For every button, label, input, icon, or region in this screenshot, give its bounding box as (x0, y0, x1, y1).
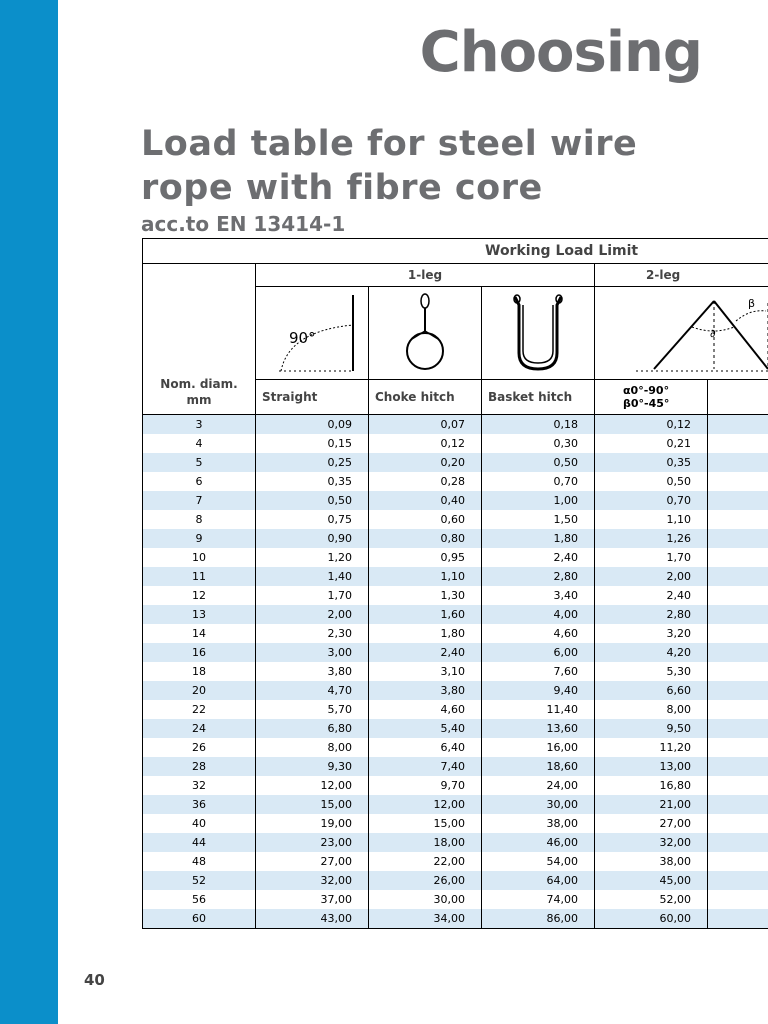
basket-icon-cell (482, 287, 595, 380)
col-2leg-extra-header (708, 380, 768, 415)
diameter-cell: 16 (143, 643, 256, 662)
two-leg-extra-cell (708, 909, 768, 929)
straight-cell: 0,15 (256, 434, 369, 453)
diameter-cell: 9 (143, 529, 256, 548)
choke-hitch-cell: 0,20 (369, 453, 482, 472)
straight-icon-cell (256, 287, 369, 380)
choke-hitch-cell: 0,12 (369, 434, 482, 453)
straight-cell: 23,00 (256, 833, 369, 852)
table-row (143, 738, 768, 757)
two-leg-extra-cell (708, 719, 768, 738)
two-leg-extra-cell (708, 567, 768, 586)
basket-hitch-cell: 18,60 (482, 757, 595, 776)
table-row (143, 586, 768, 605)
choke-hitch-cell: 15,00 (369, 814, 482, 833)
basket-hitch-icon (485, 291, 591, 375)
two-leg-cell: 2,80 (595, 605, 708, 624)
basket-hitch-cell: 30,00 (482, 795, 595, 814)
two-leg-cell: 0,21 (595, 434, 708, 453)
basket-hitch-cell: 13,60 (482, 719, 595, 738)
basket-hitch-cell: 0,30 (482, 434, 595, 453)
two-leg-cell: 11,20 (595, 738, 708, 757)
straight-cell: 4,70 (256, 681, 369, 700)
diameter-cell: 40 (143, 814, 256, 833)
two-leg-sling-icon (636, 291, 768, 375)
basket-hitch-cell: 11,40 (482, 700, 595, 719)
straight-cell: 0,09 (256, 415, 369, 435)
table-row (143, 814, 768, 833)
two-leg-cell: 1,26 (595, 529, 708, 548)
col-choke-hitch-header: Choke hitch (369, 380, 482, 415)
choke-hitch-cell: 30,00 (369, 890, 482, 909)
nominal-diameter-unit: mm (186, 393, 212, 407)
two-leg-alpha-label: ∂ (709, 327, 716, 340)
basket-hitch-cell: 6,00 (482, 643, 595, 662)
basket-hitch-cell: 3,40 (482, 586, 595, 605)
diameter-cell: 5 (143, 453, 256, 472)
straight-cell: 9,30 (256, 757, 369, 776)
diameter-cell: 6 (143, 472, 256, 491)
diameter-cell: 14 (143, 624, 256, 643)
basket-hitch-cell: 38,00 (482, 814, 595, 833)
two-leg-cell: 38,00 (595, 852, 708, 871)
straight-cell: 27,00 (256, 852, 369, 871)
choke-icon-cell (369, 287, 482, 380)
choke-hitch-cell: 0,07 (369, 415, 482, 435)
table-row (143, 776, 768, 795)
one-leg-header: 1-leg (256, 264, 595, 287)
two-leg-extra-cell (708, 700, 768, 719)
basket-hitch-cell: 0,50 (482, 453, 595, 472)
basket-hitch-cell: 2,40 (482, 548, 595, 567)
two-leg-extra-cell (708, 852, 768, 871)
table-row (143, 548, 768, 567)
table-row (143, 700, 768, 719)
straight-cell: 0,35 (256, 472, 369, 491)
working-load-limit-header: Working Load Limit (143, 239, 768, 264)
diameter-cell: 11 (143, 567, 256, 586)
title-line-2: rope with fibre core (141, 168, 543, 208)
two-leg-cell: 8,00 (595, 700, 708, 719)
two-leg-cell: 60,00 (595, 909, 708, 929)
choke-hitch-cell: 0,28 (369, 472, 482, 491)
choke-hitch-cell: 0,80 (369, 529, 482, 548)
choke-hitch-cell: 1,30 (369, 586, 482, 605)
choke-hitch-cell: 1,60 (369, 605, 482, 624)
table-row (143, 415, 768, 435)
basket-hitch-cell: 64,00 (482, 871, 595, 890)
straight-cell: 0,75 (256, 510, 369, 529)
basket-hitch-cell: 1,50 (482, 510, 595, 529)
straight-cell: 19,00 (256, 814, 369, 833)
basket-hitch-cell: 0,70 (482, 472, 595, 491)
page-title (141, 122, 761, 210)
straight-cell: 0,25 (256, 453, 369, 472)
two-leg-cell: 2,00 (595, 567, 708, 586)
two-leg-extra-cell (708, 624, 768, 643)
diameter-cell: 20 (143, 681, 256, 700)
basket-hitch-cell: 7,60 (482, 662, 595, 681)
choke-hitch-cell: 0,60 (369, 510, 482, 529)
two-leg-cell: 2,40 (595, 586, 708, 605)
basket-hitch-cell: 1,80 (482, 529, 595, 548)
diameter-cell: 60 (143, 909, 256, 929)
choke-hitch-cell: 26,00 (369, 871, 482, 890)
choke-hitch-cell: 9,70 (369, 776, 482, 795)
straight-cell: 1,20 (256, 548, 369, 567)
choke-hitch-icon (372, 291, 478, 375)
choke-hitch-cell: 1,80 (369, 624, 482, 643)
straight-cell: 32,00 (256, 871, 369, 890)
basket-hitch-cell: 4,00 (482, 605, 595, 624)
two-leg-cell: 5,30 (595, 662, 708, 681)
angle-alpha-label: α0°-90° (623, 384, 670, 397)
col-basket-hitch-header: Basket hitch (482, 380, 595, 415)
page-number: 40 (84, 971, 105, 989)
choke-hitch-cell: 22,00 (369, 852, 482, 871)
choke-hitch-cell: 12,00 (369, 795, 482, 814)
two-leg-header: 2-leg (595, 264, 768, 287)
load-table-container (142, 238, 768, 954)
col-2leg-angle-header (595, 380, 708, 415)
nominal-diameter-header (143, 264, 256, 415)
two-leg-cell: 0,12 (595, 415, 708, 435)
choke-hitch-cell: 4,60 (369, 700, 482, 719)
two-leg-extra-cell (708, 757, 768, 776)
basket-hitch-cell: 24,00 (482, 776, 595, 795)
straight-cell: 3,00 (256, 643, 369, 662)
straight-cell: 37,00 (256, 890, 369, 909)
nominal-diameter-label: Nom. diam. (160, 377, 238, 391)
two-leg-extra-cell (708, 548, 768, 567)
straight-cell: 15,00 (256, 795, 369, 814)
accent-side-bar (0, 0, 58, 1024)
title-line-1: Load table for steel wire (141, 124, 638, 164)
straight-cell: 8,00 (256, 738, 369, 757)
diameter-cell: 24 (143, 719, 256, 738)
two-leg-extra-cell (708, 491, 768, 510)
table-row (143, 909, 768, 929)
standard-subtitle: acc.to EN 13414-1 (141, 212, 346, 236)
straight-cell: 1,40 (256, 567, 369, 586)
two-leg-cell: 4,20 (595, 643, 708, 662)
diameter-cell: 7 (143, 491, 256, 510)
table-row (143, 852, 768, 871)
table-row (143, 757, 768, 776)
basket-hitch-cell: 74,00 (482, 890, 595, 909)
two-leg-cell: 3,20 (595, 624, 708, 643)
two-leg-cell: 1,70 (595, 548, 708, 567)
two-leg-extra-cell (708, 795, 768, 814)
two-leg-extra-cell (708, 510, 768, 529)
two-leg-extra-cell (708, 472, 768, 491)
table-row (143, 529, 768, 548)
two-leg-cell: 9,50 (595, 719, 708, 738)
two-leg-extra-cell (708, 871, 768, 890)
diameter-cell: 22 (143, 700, 256, 719)
load-table-body (143, 415, 768, 929)
two-leg-cell: 45,00 (595, 871, 708, 890)
table-row (143, 472, 768, 491)
two-leg-cell: 6,60 (595, 681, 708, 700)
angle-beta-label: β0°-45° (623, 397, 670, 410)
table-row (143, 719, 768, 738)
section-title: Choosing (419, 20, 702, 85)
straight-cell: 1,70 (256, 586, 369, 605)
two-leg-extra-cell (708, 662, 768, 681)
two-leg-extra-cell (708, 529, 768, 548)
basket-hitch-cell: 0,18 (482, 415, 595, 435)
two-leg-extra-cell (708, 453, 768, 472)
choke-hitch-cell: 18,00 (369, 833, 482, 852)
straight-cell: 2,30 (256, 624, 369, 643)
table-row (143, 605, 768, 624)
basket-hitch-cell: 2,80 (482, 567, 595, 586)
choke-hitch-cell: 34,00 (369, 909, 482, 929)
straight-angle-label: 90° (289, 329, 316, 347)
two-leg-cell: 16,80 (595, 776, 708, 795)
table-row (143, 890, 768, 909)
table-row (143, 871, 768, 890)
two-leg-extra-cell (708, 681, 768, 700)
straight-cell: 43,00 (256, 909, 369, 929)
two-leg-cell: 52,00 (595, 890, 708, 909)
diameter-cell: 4 (143, 434, 256, 453)
straight-cell: 2,00 (256, 605, 369, 624)
diameter-cell: 32 (143, 776, 256, 795)
two-leg-extra-cell (708, 890, 768, 909)
two-leg-cell: 21,00 (595, 795, 708, 814)
two-leg-extra-cell (708, 605, 768, 624)
straight-cell: 0,50 (256, 491, 369, 510)
table-row (143, 624, 768, 643)
table-row (143, 643, 768, 662)
two-leg-extra-cell (708, 415, 768, 435)
table-row (143, 567, 768, 586)
basket-hitch-cell: 9,40 (482, 681, 595, 700)
diameter-cell: 13 (143, 605, 256, 624)
choke-hitch-cell: 3,10 (369, 662, 482, 681)
table-row (143, 795, 768, 814)
two-leg-extra-cell (708, 814, 768, 833)
two-leg-extra-cell (708, 643, 768, 662)
table-row (143, 434, 768, 453)
diameter-cell: 26 (143, 738, 256, 757)
choke-hitch-cell: 0,95 (369, 548, 482, 567)
two-leg-cell: 0,70 (595, 491, 708, 510)
diameter-cell: 12 (143, 586, 256, 605)
basket-hitch-cell: 1,00 (482, 491, 595, 510)
table-row (143, 681, 768, 700)
diameter-cell: 18 (143, 662, 256, 681)
two-leg-beta-label: β (747, 297, 755, 310)
choke-hitch-cell: 2,40 (369, 643, 482, 662)
table-row (143, 833, 768, 852)
two-leg-cell: 0,50 (595, 472, 708, 491)
table-row (143, 453, 768, 472)
two-leg-icon-cell (595, 287, 768, 380)
diameter-cell: 3 (143, 415, 256, 435)
table-row (143, 662, 768, 681)
straight-cell: 0,90 (256, 529, 369, 548)
diameter-cell: 48 (143, 852, 256, 871)
diameter-cell: 10 (143, 548, 256, 567)
two-leg-cell: 0,35 (595, 453, 708, 472)
basket-hitch-cell: 86,00 (482, 909, 595, 929)
straight-cell: 12,00 (256, 776, 369, 795)
choke-hitch-cell: 3,80 (369, 681, 482, 700)
basket-hitch-cell: 4,60 (482, 624, 595, 643)
straight-cell: 5,70 (256, 700, 369, 719)
choke-hitch-cell: 5,40 (369, 719, 482, 738)
two-leg-extra-cell (708, 776, 768, 795)
basket-hitch-cell: 54,00 (482, 852, 595, 871)
two-leg-cell: 32,00 (595, 833, 708, 852)
diameter-cell: 52 (143, 871, 256, 890)
diameter-cell: 44 (143, 833, 256, 852)
table-row (143, 491, 768, 510)
diameter-cell: 56 (143, 890, 256, 909)
two-leg-cell: 13,00 (595, 757, 708, 776)
two-leg-extra-cell (708, 434, 768, 453)
two-leg-extra-cell (708, 833, 768, 852)
load-table (142, 238, 768, 929)
table-row (143, 510, 768, 529)
choke-hitch-cell: 7,40 (369, 757, 482, 776)
straight-cell: 6,80 (256, 719, 369, 738)
choke-hitch-cell: 0,40 (369, 491, 482, 510)
two-leg-cell: 1,10 (595, 510, 708, 529)
diameter-cell: 36 (143, 795, 256, 814)
col-straight-header: Straight (256, 380, 369, 415)
choke-hitch-cell: 1,10 (369, 567, 482, 586)
choke-hitch-cell: 6,40 (369, 738, 482, 757)
basket-hitch-cell: 46,00 (482, 833, 595, 852)
two-leg-extra-cell (708, 586, 768, 605)
diameter-cell: 8 (143, 510, 256, 529)
straight-cell: 3,80 (256, 662, 369, 681)
basket-hitch-cell: 16,00 (482, 738, 595, 757)
two-leg-extra-cell (708, 738, 768, 757)
straight-lift-icon (259, 291, 365, 375)
two-leg-cell: 27,00 (595, 814, 708, 833)
diameter-cell: 28 (143, 757, 256, 776)
